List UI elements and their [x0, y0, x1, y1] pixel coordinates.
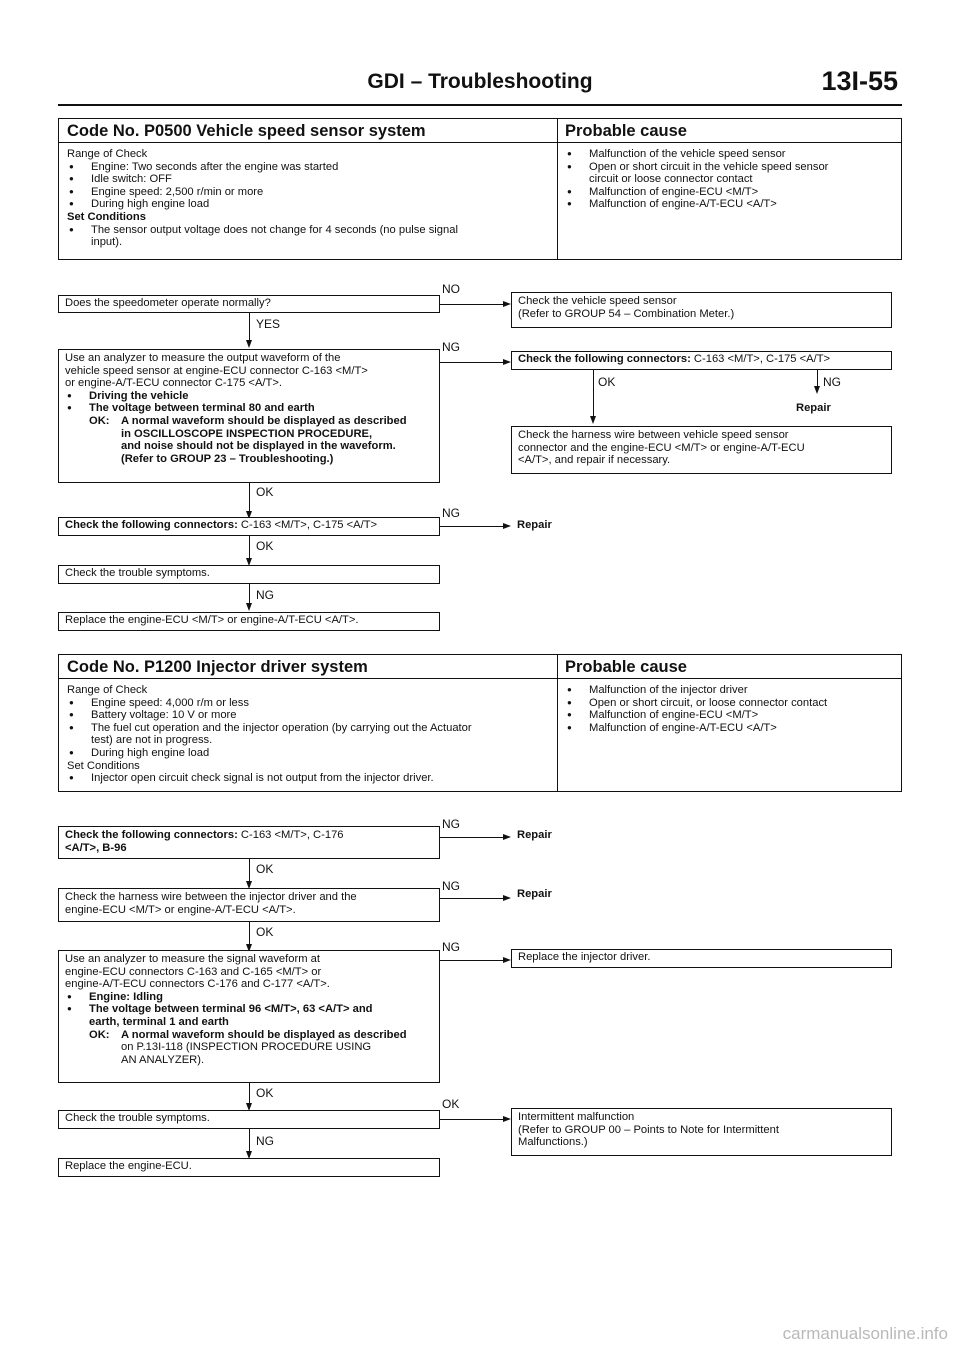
flow2-trouble-symptoms	[58, 1110, 440, 1129]
box-text: AN ANALYZER).	[121, 1053, 205, 1066]
box-text: C-163 <M/T>, C-175 <A/T>	[237, 519, 378, 531]
header-rule	[58, 104, 902, 106]
list-item: ● Malfunction of engine-ECU <M/T>	[565, 186, 828, 199]
code-p1200-causes	[565, 684, 827, 734]
connector-line	[593, 370, 594, 418]
box-text: A normal waveform should be displayed as described	[121, 1028, 407, 1041]
box-text: Replace the injector driver.	[518, 951, 651, 963]
flow2-replace-ecu	[58, 1158, 440, 1177]
list-item-cont: test) are not in progress.	[91, 734, 213, 747]
arrow-right-icon	[503, 895, 511, 901]
box-text: vehicle speed sensor at engine-ECU connector C-163 <M/T>	[65, 364, 368, 377]
box-text-bold: Check the following connectors:	[65, 519, 238, 531]
box-text: engine-ECU connectors C-163 and C-165 <M/T> or	[65, 965, 322, 978]
arrow-right-icon	[503, 523, 511, 529]
connector-line	[249, 584, 250, 605]
list-item: ● Idle switch: OFF	[67, 173, 458, 186]
connector-line	[440, 1119, 503, 1120]
connector-line	[440, 362, 503, 363]
flow-trouble-symptoms	[58, 565, 440, 584]
code-p0500-title: Code No. P0500 Vehicle speed sensor system	[59, 119, 557, 143]
repair-text: Repair	[517, 829, 552, 841]
box-text: A normal waveform should be displayed as described	[121, 414, 407, 427]
watermark-text: carmanualsonline.info	[782, 1324, 948, 1343]
box-text: C-163 <M/T>, C-176	[237, 829, 344, 841]
list-item: ● During high engine load	[67, 747, 472, 760]
list-item: ● Driving the vehicle	[65, 390, 433, 403]
connector-line	[249, 1129, 250, 1153]
set-conditions-heading: Set Conditions	[67, 210, 146, 223]
flow-check-sensor	[511, 292, 892, 328]
code-p1200-table	[58, 654, 902, 792]
box-text: <A/T>, B-96	[65, 841, 127, 854]
ng-label: NG	[442, 340, 460, 354]
box-text-bold: Check the following connectors:	[518, 353, 691, 365]
range-heading: Range of Check	[67, 684, 148, 696]
ng-label: NG	[442, 879, 460, 893]
box-text-bold: Check the following connectors:	[65, 829, 238, 841]
arrow-right-icon	[503, 1116, 511, 1122]
list-item: ● Engine speed: 4,000 r/m or less	[67, 697, 472, 710]
ok-label: OK	[256, 862, 274, 876]
connector-line	[249, 1083, 250, 1105]
flow-check-connectors-left	[58, 517, 440, 536]
box-text: and noise should not be displayed in the waveform.	[121, 440, 396, 453]
ng-label: NG	[823, 375, 841, 389]
list-item: ● Engine speed: 2,500 r/min or more	[67, 186, 458, 199]
code-p1200-title: Code No. P1200 Injector driver system	[59, 655, 557, 679]
box-text: on P.13I-118 (INSPECTION PROCEDURE USING	[121, 1041, 372, 1054]
range-heading: Range of Check	[67, 148, 148, 160]
box-text: <A/T>, and repair if necessary.	[518, 454, 671, 467]
arrow-right-icon	[503, 359, 511, 365]
box-text: Check the trouble symptoms.	[65, 1112, 210, 1124]
box-text: Check the vehicle speed sensor	[518, 295, 677, 307]
arrow-down-icon	[590, 416, 596, 424]
code-p1200-range	[67, 684, 472, 785]
page-number: 13I-55	[821, 66, 898, 96]
connector-line	[440, 304, 503, 305]
yes-label: YES	[256, 317, 281, 331]
box-text: Replace the engine-ECU <M/T> or engine-A/T-ECU <A/T>.	[65, 614, 359, 626]
ok-label: OK	[598, 375, 616, 389]
arrow-down-icon	[246, 340, 252, 348]
box-text: Malfunctions.)	[518, 1136, 588, 1149]
box-text: Check the harness wire between vehicle speed sensor	[518, 429, 789, 441]
connector-line	[249, 313, 250, 342]
list-item: ● Engine: Two seconds after the engine was started	[67, 161, 458, 174]
list-item-cont: circuit or loose connector contact	[589, 173, 753, 186]
ok-label: OK	[256, 1086, 274, 1100]
box-text: engine-A/T-ECU connectors C-176 and C-177 <A/T>.	[65, 978, 330, 991]
page-title: GDI – Troubleshooting	[367, 70, 593, 93]
connector-line	[440, 837, 503, 838]
list-item: ● Malfunction of engine-A/T-ECU <A/T>	[565, 722, 827, 735]
list-item: ● Open or short circuit in the vehicle speed sensor	[565, 161, 828, 174]
code-p0500-range	[67, 148, 458, 249]
ng-label: NG	[442, 817, 460, 831]
list-item: ● Malfunction of the injector driver	[565, 684, 827, 697]
ng-label: NG	[442, 940, 460, 954]
ng-label: NG	[256, 588, 274, 602]
ok-key: OK:	[89, 414, 110, 427]
flow2-analyzer-box	[58, 950, 440, 1083]
box-text: (Refer to GROUP 23 – Troubleshooting.)	[121, 452, 334, 465]
connector-line	[249, 859, 250, 883]
box-text: Use an analyzer to measure the output waveform of the	[65, 352, 341, 364]
connector-line	[249, 536, 250, 560]
box-text: Replace the engine-ECU.	[65, 1160, 192, 1172]
box-text: connector and the engine-ECU <M/T> or engine-A/T-ECU	[518, 441, 805, 454]
arrow-right-icon	[503, 957, 511, 963]
connector-line	[440, 960, 503, 961]
box-text: C-163 <M/T>, C-175 <A/T>	[690, 353, 831, 365]
list-item: ● The fuel cut operation and the injector operation (by carrying out the Actuator	[67, 722, 472, 735]
list-item: ● The voltage between terminal 96 <M/T>, 63 <A/T> and	[65, 1003, 433, 1016]
connector-line	[440, 526, 503, 527]
arrow-down-icon	[246, 603, 252, 611]
repair-text: Repair	[517, 519, 552, 531]
table-divider	[557, 119, 558, 259]
list-item: ● Battery voltage: 10 V or more	[67, 709, 472, 722]
box-text: or engine-A/T-ECU connector C-175 <A/T>.	[65, 377, 283, 390]
ng-label: NG	[256, 1134, 274, 1148]
box-text: Intermittent malfunction	[518, 1111, 635, 1123]
ng-label: NG	[442, 506, 460, 520]
box-text: Check the trouble symptoms.	[65, 567, 210, 579]
code-p1200-probable-title: Probable cause	[557, 655, 901, 679]
ok-label: OK	[256, 539, 274, 553]
box-text: Does the speedometer operate normally?	[65, 297, 271, 309]
repair-text: Repair	[796, 402, 831, 414]
arrow-right-icon	[503, 301, 511, 307]
connector-line	[249, 922, 250, 946]
ok-key: OK:	[89, 1028, 110, 1041]
list-item: ● Malfunction of engine-A/T-ECU <A/T>	[565, 198, 828, 211]
table-divider	[557, 655, 558, 791]
box-text: earth, terminal 1 and earth	[89, 1015, 229, 1028]
list-item: ● Engine: Idling	[65, 991, 433, 1004]
box-text: in OSCILLOSCOPE INSPECTION PROCEDURE,	[121, 427, 373, 440]
list-item: ● Injector open circuit check signal is not output from the injector driver.	[67, 772, 472, 785]
box-text: Check the harness wire between the injector driver and the	[65, 891, 357, 903]
flow2-harness-check	[58, 888, 440, 922]
flow-replace-ecu	[58, 612, 440, 631]
list-item: ● Malfunction of the vehicle speed sensor	[565, 148, 828, 161]
flow2-intermittent	[511, 1108, 892, 1156]
code-p0500-causes	[565, 148, 828, 211]
flow2-replace-driver	[511, 949, 892, 968]
ok-label: OK	[256, 485, 274, 499]
list-item: ● The sensor output voltage does not change for 4 seconds (no pulse signal	[67, 224, 458, 237]
repair-text: Repair	[517, 888, 552, 900]
list-item: ● Open or short circuit, or loose connector contact	[565, 697, 827, 710]
box-text: engine-ECU <M/T> or engine-A/T-ECU <A/T>.	[65, 903, 296, 916]
code-p0500-table	[58, 118, 902, 260]
ok-label: OK	[256, 925, 274, 939]
flow2-check-connectors	[58, 826, 440, 859]
box-text: (Refer to GROUP 00 – Points to Note for Intermittent	[518, 1123, 779, 1136]
arrow-down-icon	[814, 386, 820, 394]
connector-line	[249, 483, 250, 513]
connector-line	[440, 898, 503, 899]
flow-speedometer-question	[58, 295, 440, 313]
no-label: NO	[442, 282, 460, 296]
box-text: (Refer to GROUP 54 – Combination Meter.)	[518, 307, 735, 320]
ok-label: OK	[442, 1097, 460, 1111]
flow-check-connectors-right	[511, 351, 892, 370]
code-p0500-probable-title: Probable cause	[557, 119, 901, 143]
list-item: ● During high engine load	[67, 198, 458, 211]
box-text: Use an analyzer to measure the signal waveform at	[65, 953, 320, 965]
flow-analyzer-box	[58, 349, 440, 483]
ok-criteria	[65, 1029, 433, 1042]
list-item: ● The voltage between terminal 80 and earth	[65, 402, 433, 415]
ok-criteria	[65, 415, 433, 428]
list-item: ● Malfunction of engine-ECU <M/T>	[565, 709, 827, 722]
set-conditions-heading: Set Conditions	[67, 759, 140, 772]
arrow-right-icon	[503, 834, 511, 840]
list-item-cont: input).	[91, 236, 123, 249]
flow-harness-check	[511, 426, 892, 474]
